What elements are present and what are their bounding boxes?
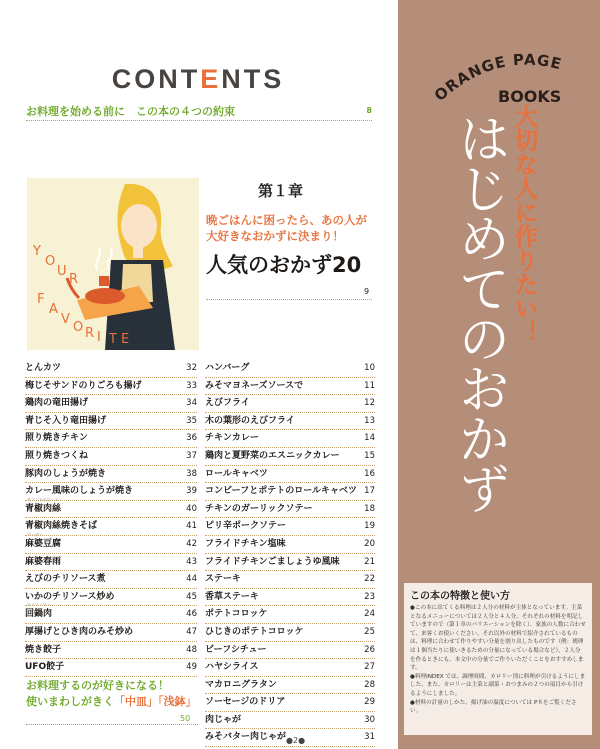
- promise-entry[interactable]: [26, 103, 372, 121]
- toc-entry-title: とんカツ: [25, 363, 62, 373]
- toc-entry-title: えびフライ: [205, 398, 250, 409]
- chapter-subtitle: 晩ごはんに困ったら、あの人が大好きなおかずに決まり！: [206, 213, 367, 243]
- toc-entry[interactable]: [25, 554, 197, 572]
- toc-entry-title: 麻婆豆腐: [25, 538, 62, 549]
- toc-entry-title: いかのチリソース炒め: [25, 591, 115, 602]
- toc-entry-title: ステーキ: [205, 574, 241, 585]
- toc-entry-title: フライドチキン塩味: [205, 538, 286, 549]
- illus-letter: O: [45, 254, 56, 269]
- toc-entry-title: ハンバーグ: [205, 363, 250, 373]
- toc-entry[interactable]: [25, 448, 197, 466]
- toc-ruby: マーボー: [27, 531, 43, 537]
- toc-entry-page: 14: [364, 433, 375, 444]
- illus-letter: O: [73, 320, 84, 335]
- toc-entry-page: 46: [186, 609, 197, 620]
- toc-entry[interactable]: [205, 694, 375, 712]
- chapter-label: 第１章: [258, 182, 304, 200]
- contents-heading-accent: E: [200, 64, 222, 94]
- contents-heading-text-end: NTS: [221, 64, 285, 94]
- toc-entry-page: 40: [186, 503, 197, 514]
- toc-entry-page: 37: [186, 450, 197, 461]
- toc-entry-title: みそマヨネーズソースで: [205, 380, 304, 391]
- toc-entry[interactable]: [205, 360, 375, 378]
- toc-entry[interactable]: [205, 642, 375, 660]
- toc-left-list: [25, 360, 197, 677]
- toc-right-list: [205, 360, 375, 747]
- toc-entry-title: 麻婆春雨: [25, 556, 62, 567]
- page-number: ●2●: [286, 736, 306, 745]
- toc-entry-page: 17: [364, 486, 375, 497]
- illus-letter: A: [49, 302, 58, 317]
- tableware-page: 50: [180, 714, 191, 723]
- toc-entry[interactable]: [205, 413, 375, 431]
- toc-entry-title: UFO餃子: [25, 662, 65, 673]
- chapter-page: 9: [364, 287, 370, 296]
- toc-entry[interactable]: [205, 606, 375, 624]
- contents-heading-text: CONT: [111, 64, 201, 94]
- toc-entry-page: 32: [186, 363, 197, 373]
- toc-entry-title: ピリ辛ポークソテー: [205, 521, 287, 532]
- toc-entry-title: 豚肉のしょうが焼き: [25, 468, 107, 479]
- toc-entry[interactable]: [205, 677, 375, 695]
- toc-entry[interactable]: [205, 571, 375, 589]
- toc-entry-page: 29: [364, 697, 375, 708]
- illus-letter: U: [57, 264, 67, 279]
- toc-entry[interactable]: [205, 712, 375, 730]
- toc-entry-page: 16: [364, 468, 375, 479]
- toc-entry[interactable]: [25, 496, 197, 519]
- cover-tagline: 大切な人に作りたい！: [510, 104, 538, 344]
- toc-entry[interactable]: [25, 430, 197, 448]
- illus-letter: E: [121, 332, 130, 347]
- toc-entry[interactable]: [205, 624, 375, 642]
- toc-entry-title: 梅じそサンドのりごろも揚げ: [25, 380, 142, 391]
- toc-entry[interactable]: [25, 642, 197, 660]
- toc-entry-title: ソーセージのドリア: [205, 697, 286, 708]
- toc-entry[interactable]: [25, 466, 197, 484]
- toc-entry-title: チキンカレー: [205, 433, 259, 444]
- toc-entry-page: 21: [364, 556, 375, 567]
- toc-entry[interactable]: [25, 395, 197, 413]
- toc-entry-page: 22: [364, 574, 375, 585]
- toc-entry-page: 24: [364, 609, 375, 620]
- toc-entry[interactable]: [25, 659, 197, 677]
- toc-entry[interactable]: [205, 395, 375, 413]
- feature-body: [410, 604, 586, 716]
- toc-entry-title: 肉じゃが: [205, 714, 242, 725]
- toc-entry-title: 青じそ入り竜田揚げ: [25, 415, 107, 426]
- toc-entry-title: ロールキャベツ: [205, 468, 268, 479]
- toc-entry[interactable]: [205, 448, 375, 466]
- book-title: はじめてのおかず: [449, 112, 509, 512]
- tableware-line-2: 使いまわしがきく: [26, 695, 114, 708]
- toc-entry[interactable]: [25, 531, 197, 554]
- toc-entry[interactable]: [25, 360, 197, 378]
- brand-line-2: BOOKS: [498, 87, 562, 106]
- toc-entry-page: 36: [186, 433, 197, 444]
- toc-entry-title: 照り焼きつくね: [25, 450, 89, 461]
- toc-entry-page: 34: [186, 398, 197, 409]
- feature-item: ●材料の計量のしかた、揚げ油の温度については P８をご覧ください。: [410, 699, 577, 715]
- toc-entry-page: 11: [364, 380, 375, 391]
- toc-entry-page: 10: [364, 363, 375, 373]
- toc-entry-title: ひじきのポテトコロッケ: [205, 626, 304, 637]
- toc-entry[interactable]: [205, 466, 375, 484]
- promise-page: 8: [366, 106, 372, 115]
- toc-entry[interactable]: [205, 378, 375, 396]
- toc-entry-title: カレー風味のしょうが焼き: [25, 486, 134, 497]
- illus-letter: V: [61, 312, 70, 327]
- toc-entry-page: 43: [186, 556, 197, 567]
- toc-entry[interactable]: [25, 602, 197, 624]
- toc-entry-page: 15: [364, 450, 375, 461]
- toc-entry-page: 28: [364, 679, 375, 690]
- toc-entry-title: マカロニグラタン: [205, 679, 277, 690]
- chapter-illustration: [27, 178, 199, 350]
- toc-entry-page: 25: [364, 626, 375, 637]
- feature-item: ●この本に出てくる料理は２人分の材料が主体となっています。主菜となるメニューについては２人分と４人分、それぞれの材料を明記していますので（第１章のバリエーションを除く）、家族の人数に合わせて、来客くお使いください。それ以外の材料で紹介されているものは、料理に合わせて作りやすい分量を割り出したものです（例：鶏卵は１個当たりに使いきるための分量になっている場合など）。２人分を作るときにも、本文中の分量でご作りいただくことをおすすめします。: [410, 605, 586, 672]
- tableware-line-2-accent: 「中皿」「浅鉢」: [114, 695, 197, 708]
- toc-entry-page: 35: [186, 415, 197, 426]
- toc-entry-title: フライドチキンごましょうゆ風味: [205, 556, 340, 567]
- toc-entry-title: 焼き餃子: [25, 644, 62, 655]
- toc-entry-title: 回鍋肉: [25, 609, 53, 620]
- toc-entry[interactable]: [205, 501, 375, 519]
- chapter-divider: [206, 299, 372, 300]
- toc-entry-page: 33: [186, 380, 197, 391]
- toc-entry-title: 木の葉形のえびフライ: [205, 415, 295, 426]
- feature-heading: この本の特徴と使い方: [410, 591, 510, 602]
- toc-entry-page: 27: [364, 662, 375, 673]
- toc-entry[interactable]: [205, 589, 375, 607]
- toc-entry-title: 照り焼きチキン: [25, 433, 88, 444]
- toc-entry-page: 42: [186, 538, 197, 549]
- toc-entry-page: 18: [364, 503, 375, 514]
- toc-entry[interactable]: [25, 571, 197, 589]
- toc-entry-page: 45: [186, 591, 197, 602]
- tableware-entry[interactable]: [26, 678, 198, 710]
- illus-letter: I: [97, 330, 101, 345]
- toc-entry-page: 12: [364, 398, 375, 409]
- toc-entry-title: 厚揚げとひき肉のみそ炒め: [25, 626, 134, 637]
- toc-entry[interactable]: [25, 518, 197, 536]
- illus-letter: Y: [33, 244, 41, 259]
- toc-entry-title: 青椒肉絲焼きそば: [25, 521, 98, 532]
- toc-entry[interactable]: [205, 518, 375, 536]
- toc-entry-page: 26: [364, 644, 375, 655]
- toc-entry-page: 44: [186, 574, 197, 585]
- toc-entry-title: 鶏肉と夏野菜のエスニックカレー: [205, 450, 340, 461]
- toc-entry-title: 香草ステーキ: [205, 591, 259, 602]
- illus-letter: R: [85, 326, 95, 341]
- promise-label: お料理を始める前に この本の４つの約束: [26, 105, 235, 118]
- toc-entry[interactable]: [25, 378, 197, 396]
- toc-entry-page: 23: [364, 591, 375, 602]
- toc-entry-page: 31: [364, 732, 375, 743]
- toc-entry-title: えびのチリソース煮: [25, 574, 106, 585]
- toc-entry-page: 39: [186, 486, 197, 497]
- toc-entry-page: 41: [186, 521, 197, 532]
- toc-entry[interactable]: [205, 483, 375, 501]
- toc-entry-page: 19: [364, 521, 375, 532]
- chapter-title[interactable]: 人気のおかず20: [206, 253, 362, 277]
- toc-entry-page: 20: [364, 538, 375, 549]
- toc-ruby: ホイコーロー: [27, 602, 51, 608]
- toc-entry-page: 13: [364, 415, 375, 426]
- illus-letter: T: [109, 332, 117, 347]
- toc-entry[interactable]: [205, 430, 375, 448]
- toc-entry-title: みそバター肉じゃが: [205, 732, 287, 743]
- toc-entry[interactable]: [205, 536, 375, 554]
- toc-entry-title: 青椒肉絲: [25, 503, 62, 514]
- tableware-divider: [26, 724, 198, 725]
- toc-entry-page: 30: [364, 714, 375, 725]
- toc-entry-page: 49: [186, 662, 197, 673]
- toc-entry-page: 47: [186, 626, 197, 637]
- toc-entry-title: コンビーフとポテトのロールキャベツ: [205, 486, 358, 497]
- toc-entry-title: 鶏肉の竜田揚げ: [25, 398, 89, 409]
- toc-entry-title: ハヤシライス: [205, 662, 259, 673]
- toc-entry-page: 48: [186, 644, 197, 655]
- feature-item: ●料理INDEX では、調理時間、カロリー別に料理が引けるようにしました。また、カロリーは主菜と副菜・おつまみの２つの項目から引けるようにしました。: [410, 673, 586, 697]
- contents-heading: [108, 64, 288, 95]
- toc-entry[interactable]: [25, 624, 197, 642]
- toc-entry-title: チキンのガーリックソテー: [205, 503, 313, 514]
- illus-letter: F: [37, 292, 45, 307]
- toc-entry-page: 38: [186, 468, 197, 479]
- toc-entry[interactable]: [205, 659, 375, 677]
- toc-entry-title: ポテトコロッケ: [205, 609, 268, 620]
- feature-box: [404, 583, 592, 735]
- brand-line-1: ORANGE PAGE: [430, 50, 564, 105]
- toc-entry[interactable]: [205, 554, 375, 572]
- toc-entry-title: ビーフシチュー: [205, 644, 267, 655]
- toc-entry[interactable]: [25, 413, 197, 431]
- brand-logo: [398, 40, 600, 120]
- toc-ruby: チンジャオロースー: [27, 496, 63, 502]
- tableware-line-1: お料理するのが好きになる！: [26, 679, 169, 692]
- illus-letter: R: [69, 272, 79, 287]
